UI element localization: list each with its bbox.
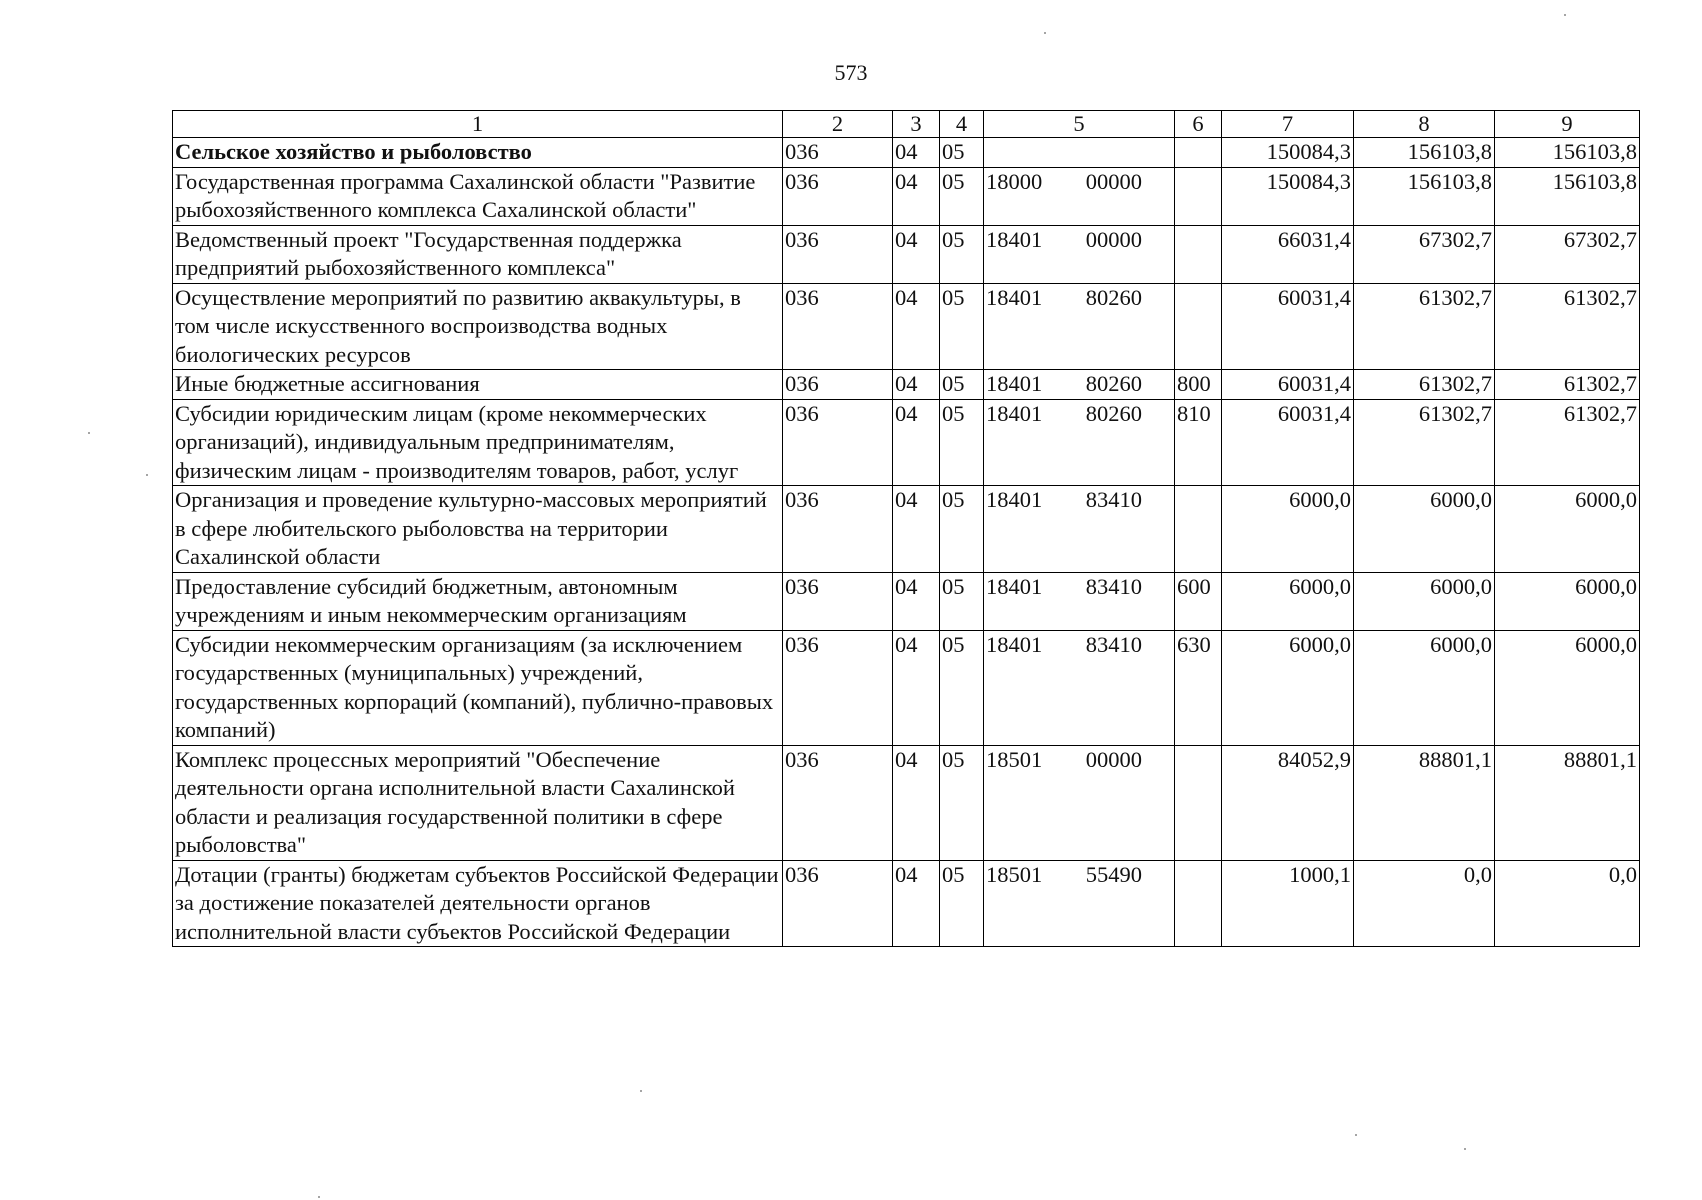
- amount-year1-cell: 84052,9: [1222, 745, 1354, 860]
- row-name-cell: Субсидии некоммерческим организациям (за исключением государственных (муниципальных) учреждений, государственных корпораций (компаний), публично-правовых компаний): [173, 630, 783, 745]
- amount-year2-cell: 0,0: [1354, 860, 1495, 947]
- direction-code: 80260: [1085, 400, 1142, 426]
- page-number: 573: [834, 60, 868, 85]
- row-name-cell: Предоставление субсидий бюджетным, автономным учреждениям и иным некоммерческим организациям: [173, 572, 783, 630]
- subsection-code-cell: 05: [940, 486, 984, 573]
- expense-type-cell: [1175, 283, 1222, 370]
- ministry-code-cell: 036: [783, 370, 893, 400]
- table-row: [173, 370, 1640, 400]
- table-row: [173, 486, 1640, 573]
- section-code-cell: 04: [893, 283, 940, 370]
- program-code: 18401: [986, 487, 1043, 512]
- expense-type-cell: [1175, 138, 1222, 168]
- target-article-cell: [984, 745, 1175, 860]
- row-name-cell: Организация и проведение культурно-массовых мероприятий в сфере любительского рыболовства на территории Сахалинской области: [173, 486, 783, 573]
- amount-year1-cell: 6000,0: [1222, 572, 1354, 630]
- amount-year1-cell: 6000,0: [1222, 630, 1354, 745]
- amount-year1-cell: 1000,1: [1222, 860, 1354, 947]
- amount-year2-cell: 6000,0: [1354, 630, 1495, 745]
- ministry-code-cell: 036: [783, 399, 893, 486]
- col-header-9: 9: [1495, 111, 1640, 138]
- scan-speck: [640, 1090, 642, 1092]
- section-code-cell: 04: [893, 167, 940, 225]
- col-header-8: 8: [1354, 111, 1495, 138]
- target-article-codes: [986, 573, 1172, 602]
- col-header-3: 3: [893, 111, 940, 138]
- direction-code: 80260: [1085, 371, 1142, 396]
- target-article-cell: [984, 860, 1175, 947]
- direction-code: 83410: [1085, 487, 1142, 512]
- amount-year2-cell: 6000,0: [1354, 572, 1495, 630]
- amount-year3-cell: 156103,8: [1495, 167, 1640, 225]
- target-article-codes: [986, 226, 1172, 255]
- section-code-cell: 04: [893, 370, 940, 400]
- ministry-code-cell: 036: [783, 167, 893, 225]
- program-code: 18401: [986, 631, 1043, 657]
- ministry-code-cell: 036: [783, 745, 893, 860]
- amount-year2-cell: 61302,7: [1354, 283, 1495, 370]
- target-article-cell: [984, 225, 1175, 283]
- target-article-codes: [986, 370, 1172, 399]
- subsection-code-cell: 05: [940, 167, 984, 225]
- program-code: 18501: [986, 746, 1043, 772]
- target-article-cell: [984, 486, 1175, 573]
- scan-speck: [318, 1196, 320, 1198]
- row-name-cell: Иные бюджетные ассигнования: [173, 370, 783, 400]
- amount-year2-cell: 88801,1: [1354, 745, 1495, 860]
- row-name-cell: Сельское хозяйство и рыболовство: [173, 138, 783, 168]
- amount-year3-cell: 61302,7: [1495, 370, 1640, 400]
- program-code: 18501: [986, 861, 1043, 887]
- subsection-code-cell: 05: [940, 370, 984, 400]
- direction-code: 83410: [1085, 573, 1142, 599]
- target-article-codes: [986, 631, 1172, 660]
- expense-type-cell: [1175, 860, 1222, 947]
- table-row: [173, 167, 1640, 225]
- expense-type-cell: [1175, 167, 1222, 225]
- scan-speck: [1355, 1134, 1357, 1136]
- direction-code: 00000: [1085, 746, 1142, 772]
- row-name-cell: Дотации (гранты) бюджетам субъектов Российской Федерации за достижение показателей деятельности органов исполнительной власти субъектов Российской Федерации: [173, 860, 783, 947]
- ministry-code-cell: 036: [783, 283, 893, 370]
- direction-code: 80260: [1085, 284, 1142, 310]
- table-row: [173, 745, 1640, 860]
- col-header-7: 7: [1222, 111, 1354, 138]
- subsection-code-cell: 05: [940, 630, 984, 745]
- section-code-cell: 04: [893, 486, 940, 573]
- expense-type-cell: 630: [1175, 630, 1222, 745]
- amount-year1-cell: 6000,0: [1222, 486, 1354, 573]
- target-article-codes: [986, 746, 1172, 775]
- table-row: [173, 572, 1640, 630]
- program-code: 18401: [986, 226, 1043, 252]
- row-name-cell: Государственная программа Сахалинской области "Развитие рыбохозяйственного комплекса Сахалинской области": [173, 167, 783, 225]
- scan-speck: [1044, 32, 1046, 34]
- subsection-code-cell: 05: [940, 860, 984, 947]
- scan-speck: [1564, 14, 1566, 16]
- row-name-cell: Субсидии юридическим лицам (кроме некоммерческих организаций), индивидуальным предпринимателям, физическим лицам - производителям товаров, работ, услуг: [173, 399, 783, 486]
- amount-year1-cell: 150084,3: [1222, 138, 1354, 168]
- amount-year1-cell: 150084,3: [1222, 167, 1354, 225]
- expense-type-cell: 810: [1175, 399, 1222, 486]
- direction-code: 83410: [1085, 631, 1142, 657]
- target-article-codes: [986, 486, 1172, 515]
- ministry-code-cell: 036: [783, 138, 893, 168]
- amount-year3-cell: 6000,0: [1495, 630, 1640, 745]
- target-article-cell: [984, 370, 1175, 400]
- expense-type-cell: [1175, 225, 1222, 283]
- section-code-cell: 04: [893, 399, 940, 486]
- expense-type-cell: 800: [1175, 370, 1222, 400]
- scan-speck: [88, 432, 90, 434]
- section-code-cell: 04: [893, 630, 940, 745]
- table-row: [173, 225, 1640, 283]
- program-code: 18000: [986, 168, 1043, 194]
- row-name-cell: Ведомственный проект "Государственная поддержка предприятий рыбохозяйственного комплекса": [173, 225, 783, 283]
- target-article-cell: [984, 138, 1175, 168]
- target-article-codes: [986, 168, 1172, 197]
- expense-type-cell: [1175, 486, 1222, 573]
- table-row: [173, 860, 1640, 947]
- target-article-cell: [984, 167, 1175, 225]
- section-code-cell: 04: [893, 860, 940, 947]
- budget-table: [172, 110, 1640, 947]
- target-article-cell: [984, 399, 1175, 486]
- amount-year2-cell: 67302,7: [1354, 225, 1495, 283]
- table-body: [173, 138, 1640, 947]
- subsection-code-cell: 05: [940, 745, 984, 860]
- direction-code: 00000: [1085, 226, 1142, 252]
- amount-year3-cell: 67302,7: [1495, 225, 1640, 283]
- col-header-1: 1: [173, 111, 783, 138]
- table-row: [173, 283, 1640, 370]
- col-header-2: 2: [783, 111, 893, 138]
- amount-year1-cell: 60031,4: [1222, 283, 1354, 370]
- ministry-code-cell: 036: [783, 486, 893, 573]
- expense-type-cell: 600: [1175, 572, 1222, 630]
- program-code: 18401: [986, 573, 1043, 599]
- amount-year2-cell: 61302,7: [1354, 399, 1495, 486]
- ministry-code-cell: 036: [783, 630, 893, 745]
- amount-year3-cell: 61302,7: [1495, 399, 1640, 486]
- subsection-code-cell: 05: [940, 225, 984, 283]
- amount-year3-cell: 88801,1: [1495, 745, 1640, 860]
- target-article-codes: [986, 861, 1172, 890]
- ministry-code-cell: 036: [783, 572, 893, 630]
- row-name-cell: Осуществление мероприятий по развитию аквакультуры, в том числе искусственного воспроизводства водных биологических ресурсов: [173, 283, 783, 370]
- amount-year2-cell: 61302,7: [1354, 370, 1495, 400]
- subsection-code-cell: 05: [940, 283, 984, 370]
- target-article-codes: [986, 284, 1172, 313]
- amount-year3-cell: 6000,0: [1495, 486, 1640, 573]
- amount-year2-cell: 156103,8: [1354, 138, 1495, 168]
- col-header-5: 5: [984, 111, 1175, 138]
- amount-year1-cell: 60031,4: [1222, 370, 1354, 400]
- target-article-cell: [984, 283, 1175, 370]
- scan-speck: [146, 474, 148, 476]
- scan-speck: [1464, 1148, 1466, 1150]
- column-number-row: [173, 111, 1640, 138]
- program-code: 18401: [986, 371, 1043, 396]
- amount-year3-cell: 61302,7: [1495, 283, 1640, 370]
- amount-year1-cell: 60031,4: [1222, 399, 1354, 486]
- direction-code: 55490: [1085, 861, 1142, 887]
- section-code-cell: 04: [893, 138, 940, 168]
- program-code: 18401: [986, 284, 1043, 310]
- section-code-cell: 04: [893, 572, 940, 630]
- amount-year1-cell: 66031,4: [1222, 225, 1354, 283]
- ministry-code-cell: 036: [783, 860, 893, 947]
- subsection-code-cell: 05: [940, 399, 984, 486]
- program-code: 18401: [986, 400, 1043, 426]
- amount-year3-cell: 0,0: [1495, 860, 1640, 947]
- col-header-4: 4: [940, 111, 984, 138]
- subsection-code-cell: 05: [940, 138, 984, 168]
- target-article-cell: [984, 630, 1175, 745]
- amount-year3-cell: 6000,0: [1495, 572, 1640, 630]
- target-article-cell: [984, 572, 1175, 630]
- amount-year2-cell: 156103,8: [1354, 167, 1495, 225]
- table-row: [173, 399, 1640, 486]
- col-header-6: 6: [1175, 111, 1222, 138]
- row-name-cell: Комплекс процессных мероприятий "Обеспечение деятельности органа исполнительной власти Сахалинской области и реализация государственной политики в сфере рыболовства": [173, 745, 783, 860]
- target-article-codes: [986, 400, 1172, 429]
- ministry-code-cell: 036: [783, 225, 893, 283]
- direction-code: 00000: [1085, 168, 1142, 194]
- table-row: [173, 630, 1640, 745]
- section-code-cell: 04: [893, 225, 940, 283]
- amount-year3-cell: 156103,8: [1495, 138, 1640, 168]
- table-row: [173, 138, 1640, 168]
- subsection-code-cell: 05: [940, 572, 984, 630]
- section-code-cell: 04: [893, 745, 940, 860]
- amount-year2-cell: 6000,0: [1354, 486, 1495, 573]
- expense-type-cell: [1175, 745, 1222, 860]
